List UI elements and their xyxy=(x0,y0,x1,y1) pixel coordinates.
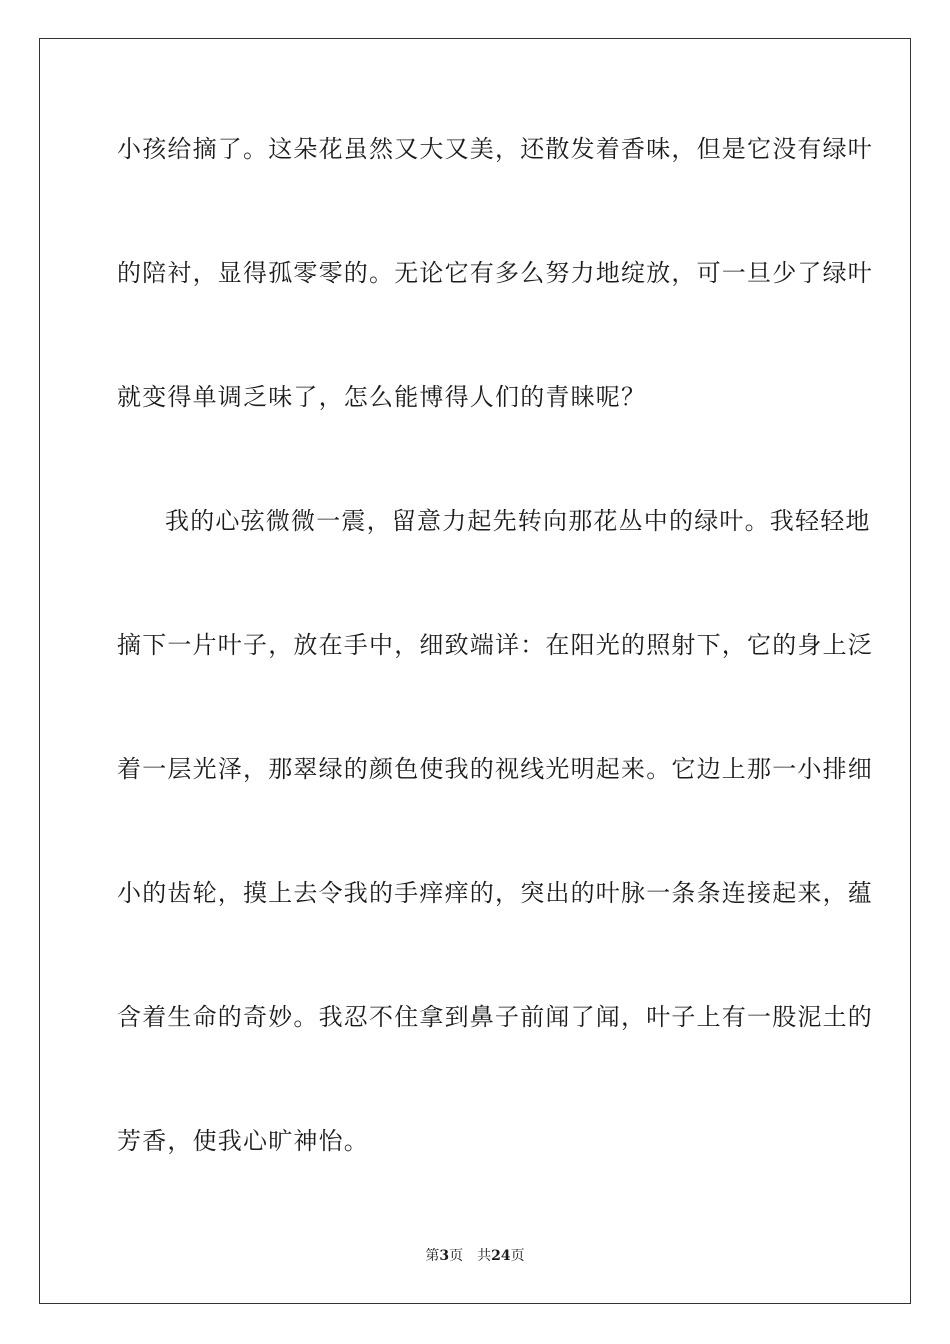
total-pages: 24 xyxy=(491,1248,511,1264)
text-line: 着一层光泽，那翠绿的颜色使我的视线光明起来。它边上那一小排细 xyxy=(117,755,873,783)
page-number: 3 xyxy=(439,1248,450,1264)
total-suffix: 页 xyxy=(510,1248,525,1264)
page-border xyxy=(39,38,911,1304)
text-line: 含着生命的奇妙。我忍不住拿到鼻子前闻了闻，叶子上有一股泥土的 xyxy=(117,1003,873,1031)
page-footer xyxy=(0,1247,950,1265)
text-line: 芳香，使我心旷神怡。 xyxy=(117,1127,369,1155)
text-line-indented: 我的心弦微微一震，留意力起先转向那花丛中的绿叶。我轻轻地 xyxy=(165,507,871,535)
text-line: 摘下一片叶子，放在手中，细致端详：在阳光的照射下，它的身上泛 xyxy=(117,631,873,659)
total-prefix: 共 xyxy=(477,1248,492,1264)
text-line: 小孩给摘了。这朵花虽然又大又美，还散发着香味，但是它没有绿叶 xyxy=(117,135,873,163)
page-prefix: 第 xyxy=(425,1248,440,1264)
text-line: 的陪衬，显得孤零零的。无论它有多么努力地绽放，可一旦少了绿叶 xyxy=(117,259,873,287)
page-suffix: 页 xyxy=(449,1248,464,1264)
text-line: 就变得单调乏味了，怎么能博得人们的青睐呢？ xyxy=(117,383,647,411)
text-line: 小的齿轮，摸上去令我的手痒痒的，突出的叶脉一条条连接起来，蕴 xyxy=(117,879,873,907)
